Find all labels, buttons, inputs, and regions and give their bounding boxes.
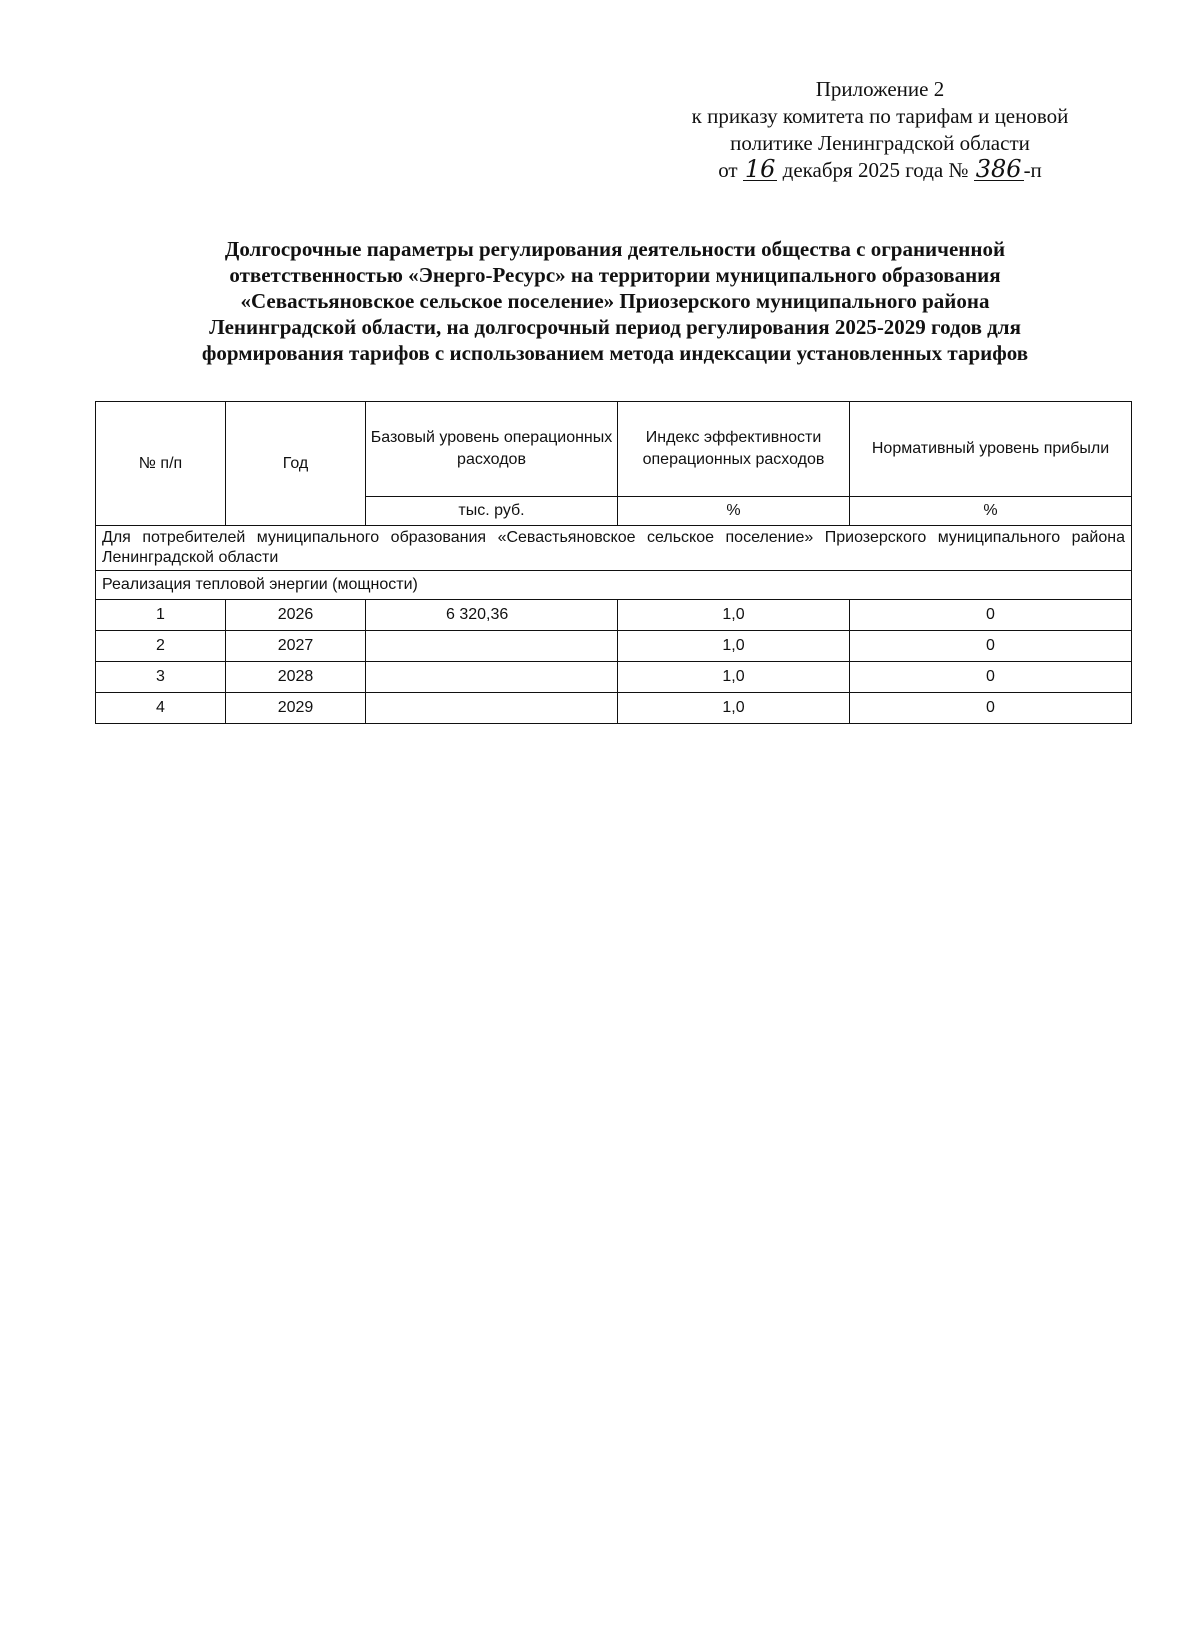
header-base-opex: Базовый уровень операционных расходов [366,402,618,497]
group-row [96,526,1132,571]
title-line: Долгосрочные параметры регулирования деятельности общества с ограниченной [224,237,1006,261]
header-year: Год [226,402,366,526]
title-line: «Севастьяновское сельское поселение» Приозерского муниципального района [240,289,990,313]
appendix-title: Приложение 2 [815,77,945,101]
cell-profit: 0 [850,600,1132,631]
cell-year: 2029 [226,693,366,724]
handwritten-order-number: 386 [975,155,1022,183]
handwritten-day: 16 [744,155,776,183]
unit-index: % [618,497,850,526]
date-prefix: от [718,158,738,182]
cell-index: 1,0 [618,631,850,662]
appendix-block [640,76,1120,184]
title-line: Ленинградской области, на долгосрочный период регулирования 2025-2029 годов для [209,315,1021,339]
unit-base: тыс. руб. [366,497,618,526]
cell-num: 4 [96,693,226,724]
cell-profit: 0 [850,662,1132,693]
order-suffix: -п [1023,158,1042,182]
title-line: формирования тарифов с использованием метода индексации установленных тарифов [201,341,1029,365]
table-row [96,600,1132,631]
cell-num: 3 [96,662,226,693]
cell-base [366,662,618,693]
cell-index: 1,0 [618,600,850,631]
header-profit-level: Нормативный уровень прибыли [850,402,1132,497]
table-row [96,631,1132,662]
appendix-order-ref: к приказу комитета по тарифам и ценовой [691,104,1069,128]
date-middle: декабря 2025 года № [782,158,969,182]
unit-profit: % [850,497,1132,526]
appendix-date-line [640,157,1120,184]
cell-base [366,693,618,724]
subgroup-label: Реализация тепловой энергии (мощности) [96,571,1132,600]
title-line: ответственностью «Энерго-Ресурс» на территории муниципального образования [229,263,1001,287]
cell-year: 2027 [226,631,366,662]
cell-year: 2026 [226,600,366,631]
cell-year: 2028 [226,662,366,693]
document-title [95,236,1135,366]
table-header-row [96,402,1132,497]
header-efficiency-index: Индекс эффективности операционных расходов [618,402,850,497]
cell-profit: 0 [850,631,1132,662]
cell-index: 1,0 [618,662,850,693]
cell-num: 1 [96,600,226,631]
group-label: Для потребителей муниципального образования «Севастьяновское сельское поселение» Приозерского муниципального района Ленинградской области [96,526,1132,571]
cell-base: 6 320,36 [366,600,618,631]
header-num: № п/п [96,402,226,526]
table-row [96,693,1132,724]
cell-num: 2 [96,631,226,662]
cell-base [366,631,618,662]
table-row [96,662,1132,693]
cell-index: 1,0 [618,693,850,724]
subgroup-row [96,571,1132,600]
cell-profit: 0 [850,693,1132,724]
parameters-table [95,401,1132,724]
appendix-committee: политике Ленинградской области [730,131,1030,155]
